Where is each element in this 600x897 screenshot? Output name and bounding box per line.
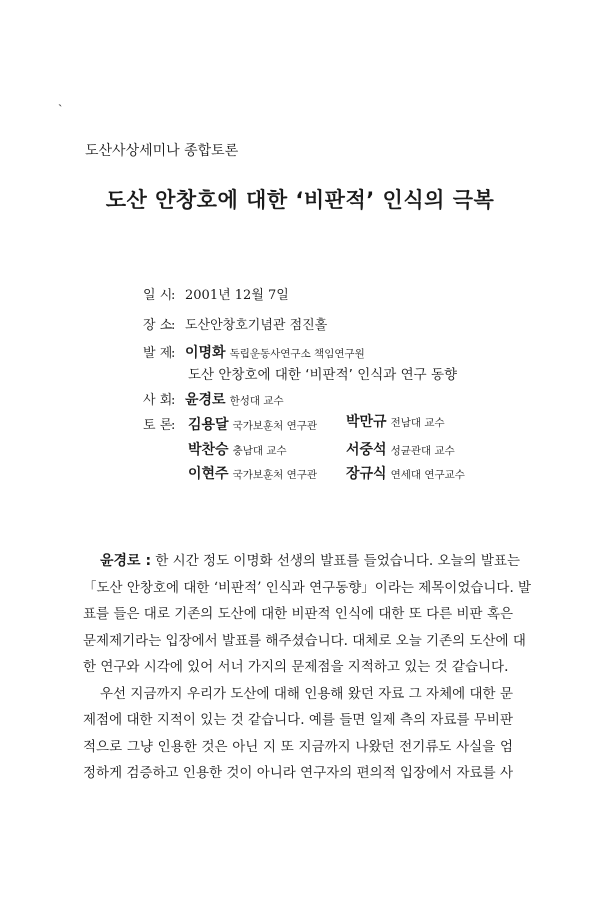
colon: :: [171, 318, 176, 333]
place-label: 장 소: [143, 318, 173, 333]
text-line: 제점에 대한 지적이 있는 것 같습니다. 예를 들면 일제 측의 자료를 무비판: [83, 712, 513, 728]
text-line: 표를 들은 대로 기존의 도산에 대한 비판적 인식에 대한 또 다른 비판 혹은: [83, 606, 513, 622]
text-line: [83, 548, 520, 575]
text-line-content: 한 시간 정도 이명화 선생의 발표를 들었습니다. 오늘의 발표는: [155, 553, 520, 569]
presenter-name: 이명화: [185, 345, 226, 361]
discussion-row: [143, 419, 185, 432]
discussant: [346, 443, 455, 457]
discussant: [346, 467, 465, 481]
transcript-body: [83, 548, 532, 787]
discussant: [346, 415, 445, 429]
document-title: 도산 안창호에 대한 ‘비판적’ 인식의 극복: [105, 188, 495, 212]
discussant-name: 박만규: [346, 414, 387, 430]
place-value: 도산안창호기념관 점진홀: [185, 318, 328, 333]
discussant-name: 이현주: [188, 466, 229, 482]
speaker-label: 윤경로 :: [100, 553, 152, 569]
discussant: [188, 443, 287, 457]
presenter-topic: 도산 안창호에 대한 ‘비판적’ 인식과 연구 동향: [188, 367, 458, 383]
moderator-name: 윤경로: [185, 392, 226, 408]
discussant-affiliation: 전남대 교수: [390, 417, 445, 429]
moderator-label: 사 회: [143, 393, 173, 408]
moderator-row: [143, 393, 284, 407]
transcript-paragraph: [83, 681, 513, 787]
discussant-affiliation: 국가보훈처 연구관: [232, 469, 318, 481]
discussant-name: 장규식: [346, 466, 387, 482]
text-line: 한 연구와 시각에 있어 서너 가지의 문제점을 지적하고 있는 것 같습니다.: [83, 659, 509, 675]
discussant: [188, 418, 317, 432]
text-line: 「도산 안창호에 대한 ‘비판적’ 인식과 연구동향」이라는 제목이었습니다. 발: [83, 579, 532, 596]
discussant-name: 김용달: [188, 417, 229, 433]
colon: :: [171, 393, 176, 408]
colon: :: [171, 288, 176, 303]
presenter-row: [143, 346, 365, 360]
discussant: [188, 467, 317, 481]
colon: :: [171, 346, 176, 361]
text-line: 정하게 검증하고 인용한 것이 아니라 연구자의 편의적 입장에서 자료를 사: [83, 765, 513, 781]
date-value: 2001년 12월 7일: [185, 288, 289, 303]
discussant-affiliation: 연세대 연구교수: [390, 469, 465, 481]
text-line: 우선 지금까지 우리가 도산에 대해 인용해 왔던 자료 그 자체에 대한 문: [100, 685, 513, 702]
discussant-affiliation: 국가보훈처 연구관: [232, 420, 318, 432]
discussion-label: 토 론: [143, 418, 173, 433]
moderator-affiliation: 한성대 교수: [229, 395, 284, 407]
presenter-topic-row: [188, 369, 457, 383]
text-line: 문제제기라는 입장에서 발표를 해주셨습니다. 대체로 오늘 기존의 도산에 대: [83, 632, 526, 649]
seminar-series-label: 도산사상세미나 종합토론: [85, 143, 239, 159]
text-line: 적으로 그냥 인용한 것은 아닌 지 또 지금까지 나왔던 전기류도 사실을 엄: [83, 738, 513, 755]
colon: :: [171, 418, 176, 433]
discussant-name: 박찬승: [188, 442, 229, 458]
page-mark: ˏ: [58, 93, 63, 108]
date-row: [143, 289, 289, 302]
discussant-affiliation: 성균관대 교수: [390, 445, 455, 457]
transcript-paragraph: [83, 548, 532, 681]
date-label: 일 시: [143, 288, 173, 303]
place-row: [143, 319, 327, 332]
presenter-affiliation: 독립운동사연구소 책임연구원: [229, 348, 365, 360]
presenter-label: 발 제: [143, 346, 173, 361]
discussant-affiliation: 충남대 교수: [232, 445, 287, 457]
discussant-name: 서중석: [346, 442, 387, 458]
